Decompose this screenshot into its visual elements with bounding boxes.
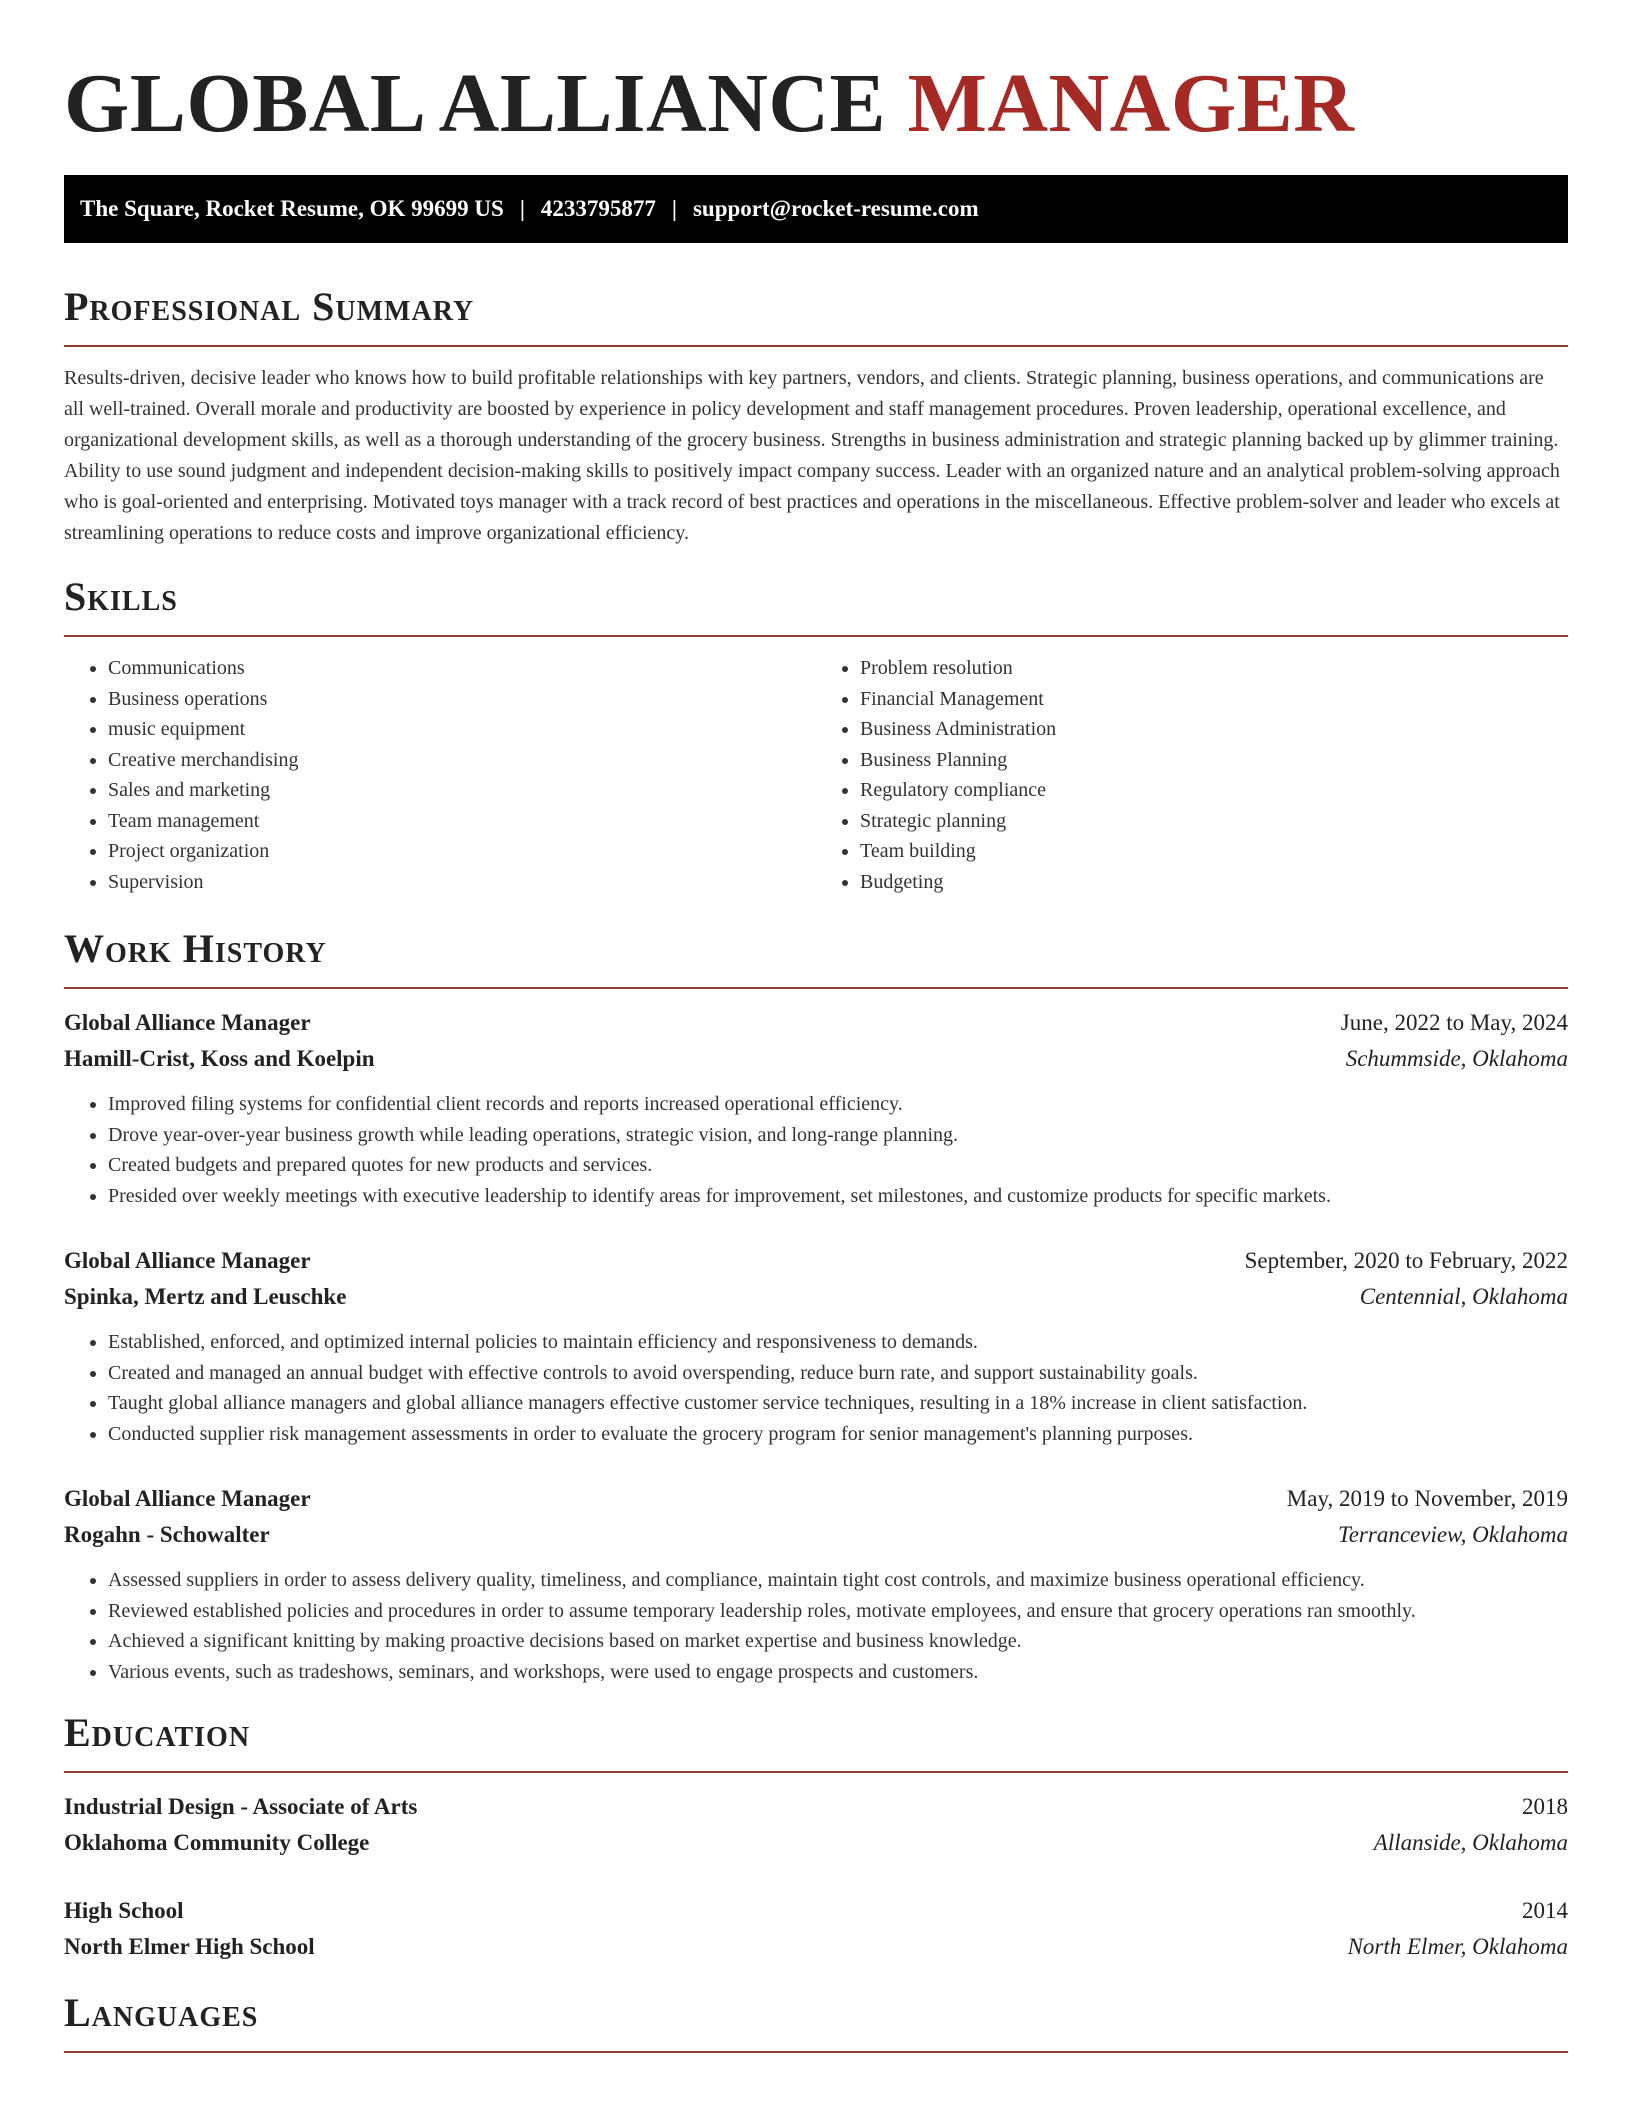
contact-bar bbox=[64, 175, 1568, 243]
education-header-row bbox=[64, 1893, 1568, 1929]
skill-item: • Business operations bbox=[108, 684, 816, 715]
education-year: 2018 bbox=[1522, 1794, 1568, 1819]
job-role: Global Alliance Manager bbox=[64, 1486, 311, 1511]
skill-item: • Strategic planning bbox=[860, 806, 1568, 837]
contact-email: support@rocket-resume.com bbox=[692, 196, 979, 221]
job-bullet: • Presided over weekly meetings with executive leadership to identify areas for improvement, set milestones, and customize products for specific markets. bbox=[108, 1181, 1568, 1212]
job-location: Centennial, Oklahoma bbox=[1359, 1284, 1568, 1309]
education-entry bbox=[64, 1789, 1568, 1861]
contact-phone: 4233795877 bbox=[540, 196, 656, 221]
job-bullets bbox=[64, 1327, 1568, 1449]
name-part-2: MANAGER bbox=[907, 57, 1355, 150]
job-bullet: • Taught global alliance managers and global alliance managers effective customer service techniques, resulting in a 18% increase in client satisfaction. bbox=[108, 1388, 1568, 1419]
job-bullet: • Reviewed established policies and procedures in order to assume temporary leadership roles, motivate employees, and ensure that grocery operations ran smoothly. bbox=[108, 1596, 1568, 1627]
job-entry bbox=[64, 1005, 1568, 1211]
education-section bbox=[64, 1709, 1568, 1965]
job-dates: June, 2022 to May, 2024 bbox=[1340, 1010, 1568, 1035]
job-bullet: • Improved filing systems for confidential client records and reports increased operational efficiency. bbox=[108, 1089, 1568, 1120]
skill-item: • Financial Management bbox=[860, 684, 1568, 715]
job-bullets bbox=[64, 1565, 1568, 1687]
work-history-section bbox=[64, 925, 1568, 1687]
skill-item: • Creative merchandising bbox=[108, 745, 816, 776]
section-divider bbox=[64, 2051, 1568, 2053]
job-entry bbox=[64, 1243, 1568, 1449]
education-degree: High School bbox=[64, 1898, 184, 1923]
job-bullet: • Drove year-over-year business growth while leading operations, strategic vision, and long-range planning. bbox=[108, 1120, 1568, 1151]
skill-item: • Supervision bbox=[108, 867, 816, 898]
job-header-row bbox=[64, 1243, 1568, 1279]
job-company-row bbox=[64, 1517, 1568, 1553]
job-bullet: • Conducted supplier risk management assessments in order to evaluate the grocery program for senior management's planning purposes. bbox=[108, 1419, 1568, 1450]
job-company: Spinka, Mertz and Leuschke bbox=[64, 1284, 347, 1309]
job-bullet: • Various events, such as tradeshows, seminars, and workshops, were used to engage prospects and customers. bbox=[108, 1657, 1568, 1688]
skill-item: • Team management bbox=[108, 806, 816, 837]
education-degree: Industrial Design - Associate of Arts bbox=[64, 1794, 418, 1819]
summary-section bbox=[64, 283, 1568, 549]
job-company: Hamill-Crist, Koss and Koelpin bbox=[64, 1046, 375, 1071]
education-school: Oklahoma Community College bbox=[64, 1830, 370, 1855]
contact-separator: | bbox=[671, 196, 677, 221]
skill-item: • Project organization bbox=[108, 836, 816, 867]
education-school-row bbox=[64, 1929, 1568, 1965]
languages-section bbox=[64, 1989, 1568, 2053]
job-company-row bbox=[64, 1279, 1568, 1315]
job-dates: May, 2019 to November, 2019 bbox=[1286, 1486, 1568, 1511]
skill-item: • Team building bbox=[860, 836, 1568, 867]
resume-name-heading bbox=[64, 0, 1568, 152]
job-company: Rogahn - Schowalter bbox=[64, 1522, 270, 1547]
summary-title: Professional Summary bbox=[64, 284, 475, 329]
job-company-row bbox=[64, 1041, 1568, 1077]
skill-item: • Sales and marketing bbox=[108, 775, 816, 806]
languages-title: Languages bbox=[64, 1990, 259, 2035]
skill-item: • Business Planning bbox=[860, 745, 1568, 776]
job-role: Global Alliance Manager bbox=[64, 1010, 311, 1035]
job-location: Schummside, Oklahoma bbox=[1345, 1046, 1568, 1071]
contact-separator: | bbox=[519, 196, 525, 221]
section-divider bbox=[64, 987, 1568, 989]
skill-item: • Regulatory compliance bbox=[860, 775, 1568, 806]
job-location: Terranceview, Oklahoma bbox=[1338, 1522, 1568, 1547]
skill-item: • Communications bbox=[108, 653, 816, 684]
section-divider bbox=[64, 345, 1568, 347]
skill-item: • Problem resolution bbox=[860, 653, 1568, 684]
section-divider bbox=[64, 1771, 1568, 1773]
education-year: 2014 bbox=[1522, 1898, 1568, 1923]
skills-left-list bbox=[64, 653, 816, 897]
skills-columns bbox=[64, 653, 1568, 897]
skill-item: • Budgeting bbox=[860, 867, 1568, 898]
skill-item: • Business Administration bbox=[860, 714, 1568, 745]
job-bullets bbox=[64, 1089, 1568, 1211]
job-role: Global Alliance Manager bbox=[64, 1248, 311, 1273]
skills-section bbox=[64, 573, 1568, 897]
job-bullet: • Established, enforced, and optimized internal policies to maintain efficiency and responsiveness to demands. bbox=[108, 1327, 1568, 1358]
education-title: Education bbox=[64, 1710, 251, 1755]
education-location: Allanside, Oklahoma bbox=[1373, 1830, 1568, 1855]
skill-item: • music equipment bbox=[108, 714, 816, 745]
contact-address: The Square, Rocket Resume, OK 99699 US bbox=[80, 196, 504, 221]
job-header-row bbox=[64, 1481, 1568, 1517]
skills-right-list bbox=[816, 653, 1568, 897]
summary-text: Results-driven, decisive leader who knows how to build profitable relationships with key partners, vendors, and clients. Strategic planning, business operations, and communications are all well-trained. Overall morale and productivity are boosted by experience in policy development and staff management procedures. Proven leadership, operational excellence, and organizational development skills, as well as a thorough understanding of the grocery business. Strengths in business administration and strategic planning backed up by glimmer training. Ability to use sound judgment and independent decision-making skills to positively impact company success. Leader with an organized nature and an analytical problem-solving approach who is goal-oriented and enterprising. Motivated toys manager with a track record of best practices and operations in the miscellaneous. Effective problem-solver and leader who excels at streamlining operations to reduce costs and improve organizational efficiency. bbox=[64, 367, 1560, 544]
education-school-row bbox=[64, 1825, 1568, 1861]
job-bullet: • Assessed suppliers in order to assess delivery quality, timeliness, and compliance, maintain tight cost controls, and maximize business operational efficiency. bbox=[108, 1565, 1568, 1596]
education-header-row bbox=[64, 1789, 1568, 1825]
job-bullet: • Created budgets and prepared quotes for new products and services. bbox=[108, 1150, 1568, 1181]
job-dates: September, 2020 to February, 2022 bbox=[1244, 1248, 1568, 1273]
section-divider bbox=[64, 635, 1568, 637]
education-location: North Elmer, Oklahoma bbox=[1347, 1934, 1568, 1959]
job-entry bbox=[64, 1481, 1568, 1687]
job-bullet: • Achieved a significant knitting by making proactive decisions based on market expertise and business knowledge. bbox=[108, 1626, 1568, 1657]
job-bullet: • Created and managed an annual budget with effective controls to avoid overspending, reduce burn rate, and support sustainability goals. bbox=[108, 1358, 1568, 1389]
skills-title: Skills bbox=[64, 574, 178, 619]
education-entry bbox=[64, 1893, 1568, 1965]
name-part-1: GLOBAL ALLIANCE bbox=[64, 57, 887, 150]
education-school: North Elmer High School bbox=[64, 1934, 315, 1959]
job-header-row bbox=[64, 1005, 1568, 1041]
work-history-title: Work History bbox=[64, 926, 327, 971]
